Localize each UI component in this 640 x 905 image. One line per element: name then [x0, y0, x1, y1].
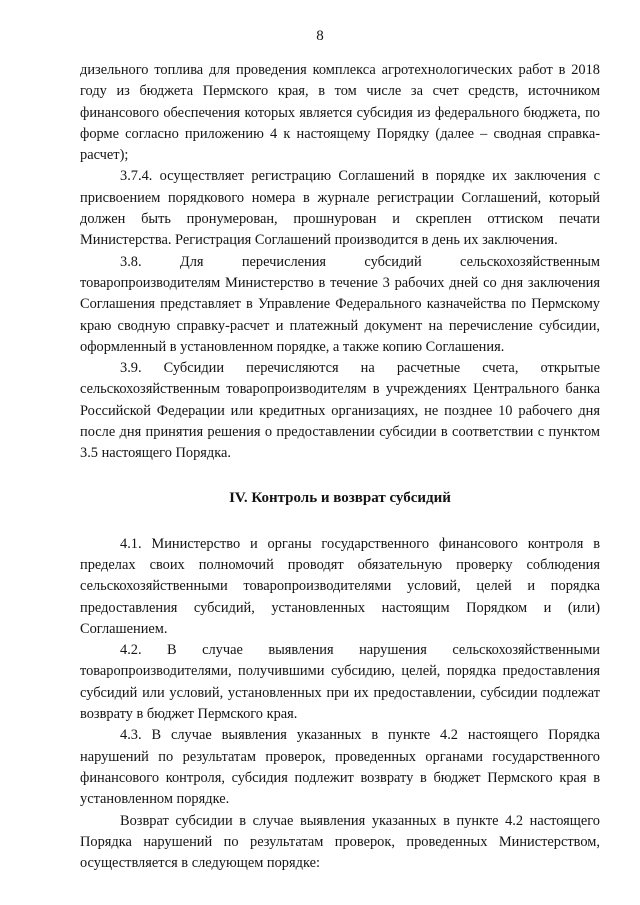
paragraph-4-2: 4.2. В случае выявления нарушения сельскохозяйственными товаропроизводителями, получившими субсидию, целей, порядка предоставления субсидий или условий, установленных при их предоставлении, субсидии подлежат возврату в бюджет Пермского края.	[80, 642, 600, 723]
document-body	[80, 60, 600, 874]
page-number: 8	[316, 28, 324, 44]
section-heading: IV. Контроль и возврат субсидий	[229, 489, 451, 506]
paragraph-refund-procedure: Возврат субсидии в случае выявления указанных в пункте 4.2 настоящего Порядка нарушений по результатам проверок, проведенных Министерством, осуществляется в следующем порядке:	[80, 812, 600, 872]
paragraph-4-1: 4.1. Министерство и органы государственного финансового контроля в пределах своих полномочий проводят обязательную проверку соблюдения сельскохозяйственными товаропроизводителями условий, целей и порядка предоставления субсидий, установленных настоящим Порядком и (или) Соглашением.	[80, 535, 600, 637]
paragraph-3-7-4: 3.7.4. осуществляет регистрацию Соглашений в порядке их заключения с присвоением порядкового номера в журнале регистрации Соглашений, который должен быть пронумерован, прошнурован и скреплен оттиском печати Министерства. Регистрация Соглашений производится в день их заключения.	[80, 168, 600, 249]
paragraph-3-8: 3.8. Для перечисления субсидий сельскохозяйственным товаропроизводителям Министерство в течение 3 рабочих дней со дня заключения Соглашения представляет в Управление Федерального казначейства по Пермскому краю сводную справку-расчет и платежный документ на перечисление субсидии, оформленный в установленном порядке, а также копию Соглашения.	[80, 253, 600, 355]
paragraph-continuation: дизельного топлива для проведения комплекса агротехнологических работ в 2018 году из бюджета Пермского края, в том числе за счет средств, источником финансового обеспечения которых является субсидия из федерального бюджета, по форме согласно приложению 4 к настоящему Порядку (далее – сводная справка-расчет);	[80, 62, 600, 164]
paragraph-4-3: 4.3. В случае выявления указанных в пункте 4.2 настоящего Порядка нарушений по результатам проверок, проведенных органами государственного финансового контроля, субсидия подлежит возврату в бюджет Пермского края в установленном порядке.	[80, 727, 600, 808]
paragraph-3-9: 3.9. Субсидии перечисляются на расчетные счета, открытые сельскохозяйственным товаропроизводителям в учреждениях Центрального банка Российской Федерации или кредитных организациях, не позднее 10 рабочего дня после дня принятия решения о предоставлении субсидии в соответствии с пунктом 3.5 настоящего Порядка.	[80, 360, 600, 462]
